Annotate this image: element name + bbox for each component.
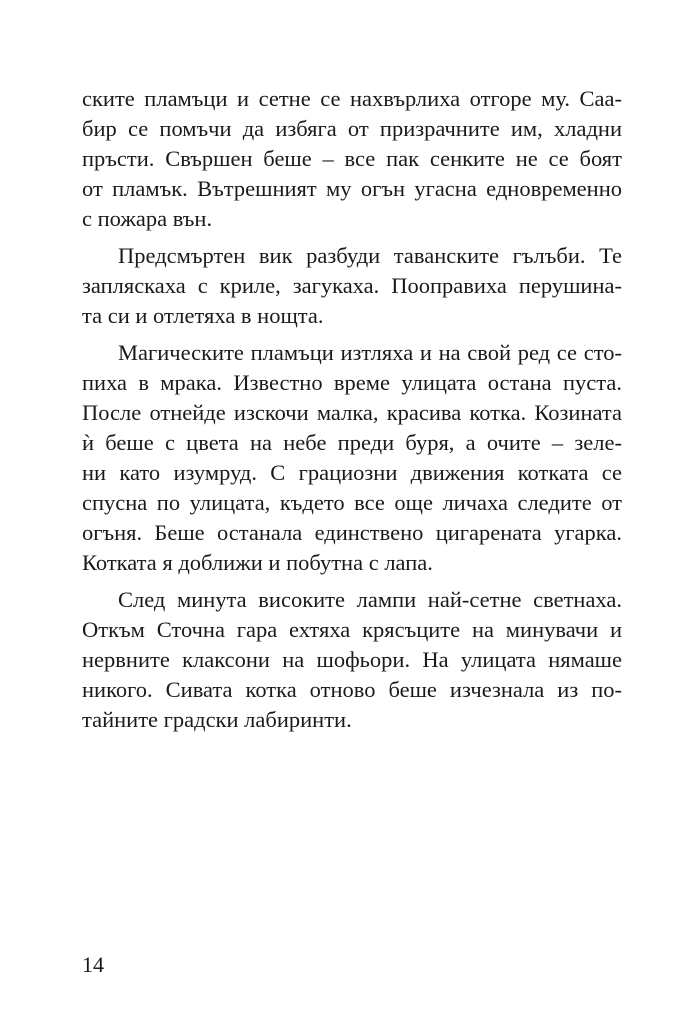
text-line: След минута високите лампи най-сетне светнаха. bbox=[118, 587, 622, 612]
text-line: запляскаха с криле, загукаха. Пооправиха перушина- bbox=[82, 273, 622, 298]
paragraph bbox=[82, 585, 622, 735]
text-line: та си и отлетяха в нощта. bbox=[82, 303, 324, 328]
text-line: Магическите пламъци изтляха и на свой ред се сто- bbox=[118, 340, 622, 365]
body-text bbox=[82, 84, 622, 735]
text-line: с пожара вън. bbox=[82, 206, 213, 231]
text-line: от пламък. Вътрешният му огън угасна едновременно bbox=[82, 176, 622, 201]
text-line: бир се помъчи да избяга от призрачните им, хладни bbox=[82, 116, 622, 141]
text-line: После отнейде изскочи малка, красива котка. Козината bbox=[82, 400, 622, 425]
paragraph bbox=[82, 338, 622, 578]
text-line: никого. Сивата котка отново беше изчезнала из по- bbox=[82, 677, 622, 702]
paragraph bbox=[82, 84, 622, 234]
text-line: Предсмъртен вик разбуди таванските гълъби. Те bbox=[118, 243, 622, 268]
page-number: 14 bbox=[82, 952, 104, 977]
text-line: пиха в мрака. Известно време улицата остана пуста. bbox=[82, 370, 622, 395]
text-line: Котката я доближи и побутна с лапа. bbox=[82, 550, 433, 575]
text-line: тайните градски лабиринти. bbox=[82, 707, 352, 732]
text-line: огъня. Беше останала единствено цигарената угарка. bbox=[82, 520, 622, 545]
text-line: ските пламъци и сетне се нахвърлиха отгоре му. Саа- bbox=[82, 86, 622, 111]
text-line: ни като изумруд. С грациозни движения котката се bbox=[82, 460, 622, 485]
text-line: спусна по улицата, където все още личаха следите от bbox=[82, 490, 622, 515]
paragraph bbox=[82, 241, 622, 331]
text-line: пръсти. Свършен беше – все пак сенките не се боят bbox=[82, 146, 622, 171]
text-line: Откъм Сточна гара ехтяха крясъците на минувачи и bbox=[82, 617, 622, 642]
text-line: нервните клаксони на шофьори. На улицата нямаше bbox=[82, 647, 622, 672]
text-line: ѝ беше с цвета на небе преди буря, а очите – зеле- bbox=[82, 430, 622, 455]
